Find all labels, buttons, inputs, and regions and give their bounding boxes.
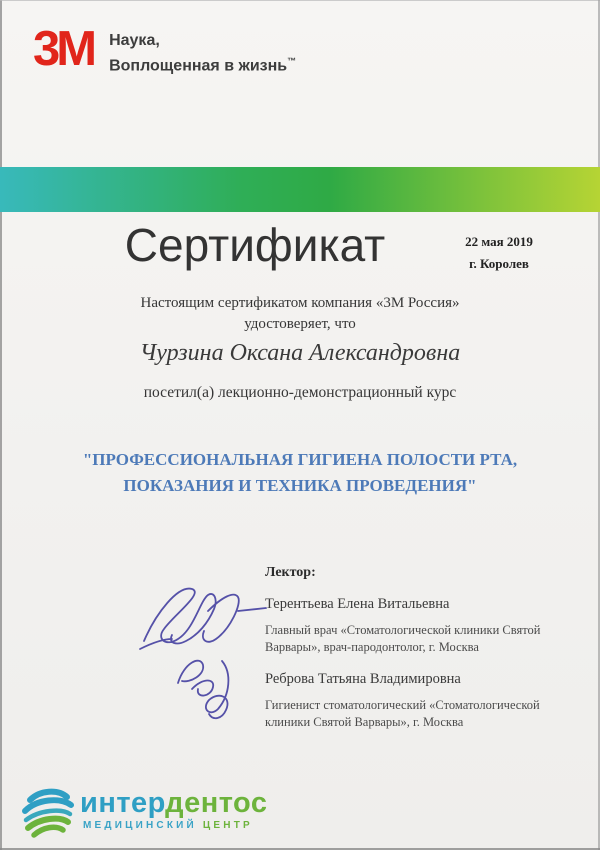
lecturer-name: Реброва Татьяна Владимировна — [265, 671, 461, 687]
tagline-line1: Наука, — [109, 32, 160, 49]
certificate-city: г. Королев — [469, 256, 529, 271]
certificate-title: Сертификат — [124, 219, 386, 271]
lecturer-label: Лектор: — [265, 565, 316, 580]
tagline-line2: Воплощенная в жизнь™ — [109, 56, 297, 75]
certificate-date: 22 мая 2019 — [465, 234, 533, 249]
3m-tagline — [109, 30, 296, 76]
scan-edge-top — [0, 0, 600, 1]
interdentos-logo — [22, 786, 268, 838]
trademark-symbol: ™ — [287, 56, 297, 66]
signature-terentyeva — [138, 577, 268, 657]
3m-logo — [33, 22, 297, 76]
gradient-ribbon — [0, 167, 600, 212]
course-title-line2: ПОКАЗАНИЯ И ТЕХНИКА ПРОВЕДЕНИЯ" — [123, 476, 477, 495]
interdentos-name-part1: интер — [80, 787, 166, 819]
interdentos-name — [80, 788, 268, 818]
interdentos-subtitle-part2: ЦЕНТР — [202, 820, 253, 831]
course-title-line1: "ПРОФЕССИОНАЛЬНАЯ ГИГИЕНА ПОЛОСТИ РТА, — [82, 450, 518, 469]
interdentos-subtitle-part1: МЕДИЦИНСКИЙ — [83, 820, 197, 831]
scan-edge-left — [0, 0, 2, 850]
lecturer-description: Главный врач «Стоматологической клиники Святой Варвары», врач-пародонтолог, г. Москва — [265, 623, 541, 654]
lecturer-description: Гигиенист стоматологический «Стоматологической клиники Святой Варвары», г. Москва — [265, 698, 540, 729]
course-intro: посетил(а) лекционно-демонстрационный курс — [143, 384, 457, 401]
interdentos-name-part2: дентос — [165, 787, 268, 819]
course-title — [0, 447, 600, 499]
interdentos-text — [80, 788, 268, 831]
date-block — [434, 231, 564, 275]
3m-logo-mark: 3M — [33, 22, 94, 76]
intro-line1: Настоящим сертификатом компания «3М Россия» — [140, 295, 460, 311]
intro-text — [0, 293, 600, 335]
recipient-name: Чурзина Оксана Александровна — [139, 340, 461, 366]
signature-rebrova — [172, 653, 267, 725]
intro-line2: удостоверяет, что — [244, 316, 356, 332]
globe-swirl-icon — [22, 786, 74, 838]
interdentos-subtitle — [83, 820, 268, 831]
lecturer-name: Терентьева Елена Витальевна — [265, 596, 450, 612]
